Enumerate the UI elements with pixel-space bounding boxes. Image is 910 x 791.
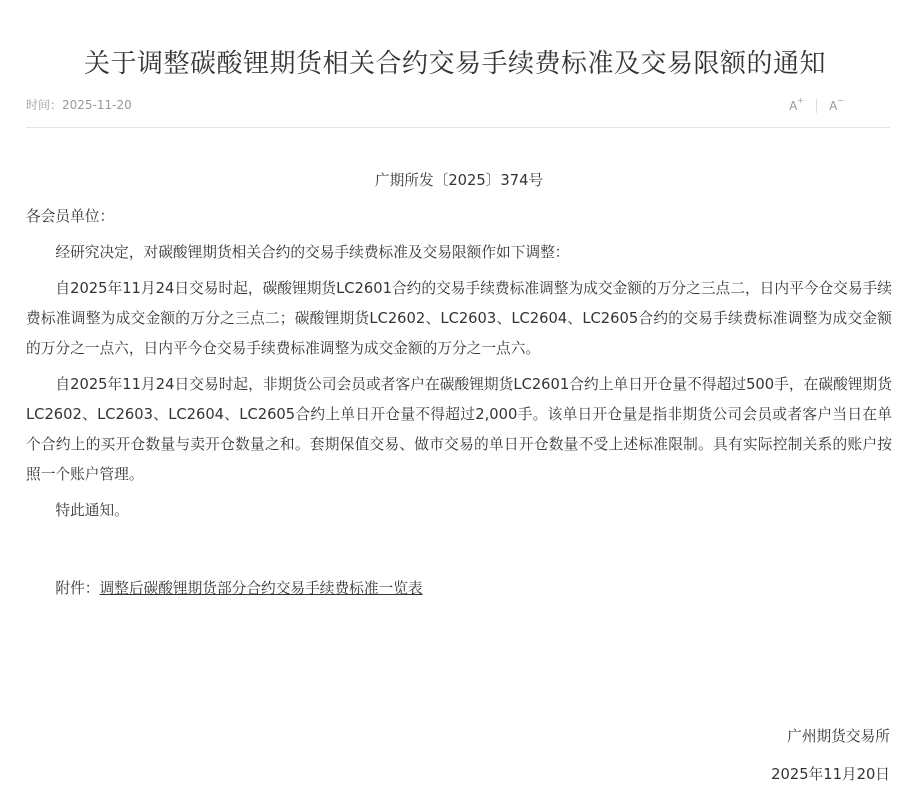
- paragraph-fees: 自2025年11月24日交易时起，碳酸锂期货LC2601合约的交易手续费标准调整为成交金额的万分之三点二，日内平今仓交易手续费标准调整为成交金额的万分之三点二；碳酸锂期货LC2602、LC2603、LC2604、LC2605合约的交易手续费标准调整为成交金额的万分之一点六，日内平今仓交易手续费标准调整为成交金额的万分之一点六。: [26, 280, 892, 357]
- article-body: [26, 166, 892, 604]
- spacer: [26, 532, 892, 574]
- attachment-link[interactable]: 调整后碳酸锂期货部分合约交易手续费标准一览表: [99, 580, 423, 597]
- minus-icon: −: [837, 96, 844, 105]
- signature-block: [771, 722, 890, 790]
- plus-icon: +: [797, 96, 805, 105]
- page-title: 关于调整碳酸锂期货相关合约交易手续费标准及交易限额的通知: [83, 49, 826, 79]
- font-size-tools: [783, 98, 850, 113]
- font-increase-label: A: [789, 99, 798, 113]
- paragraph-intro: 经研究决定，对碳酸锂期货相关合约的交易手续费标准及交易限额作如下调整：: [55, 244, 570, 261]
- document-number: 广期所发〔2025〕374号: [374, 172, 544, 189]
- salutation: 各会员单位：: [26, 208, 115, 225]
- font-increase-button[interactable]: [783, 98, 810, 113]
- issue-date: 2025年11月20日: [771, 766, 890, 783]
- issuer-name: 广州期货交易所: [787, 728, 890, 745]
- attachment-label: 附件：: [55, 580, 100, 597]
- divider: [816, 99, 817, 113]
- attachment-line: [26, 574, 892, 604]
- font-decrease-label: A: [829, 99, 838, 113]
- font-decrease-button[interactable]: [823, 98, 850, 113]
- publish-time: 时间：2025-11-20: [26, 98, 132, 112]
- paragraph-closing: 特此通知。: [55, 502, 129, 519]
- header-divider: [26, 127, 890, 128]
- paragraph-limits: 自2025年11月24日交易时起，非期货公司会员或者客户在碳酸锂期货LC2601合约上单日开仓量不得超过500手，在碳酸锂期货LC2602、LC2603、LC2604、LC2605合约上单日开仓量不得超过2,000手。该单日开仓量是指非期货公司会员或者客户当日在单个合约上的买开仓数量与卖开仓数量之和。套期保值交易、做市交易的单日开仓数量不受上述标准限制。具有实际控制关系的账户按照一个账户管理。: [26, 376, 892, 483]
